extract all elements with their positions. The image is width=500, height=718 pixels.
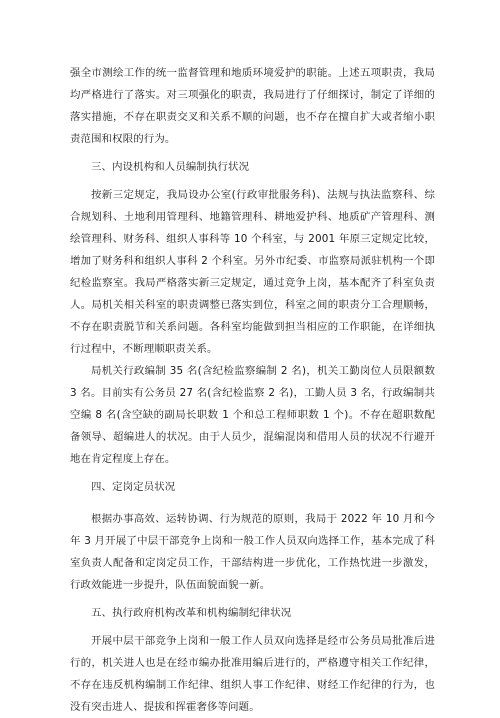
section-heading-5: 五、执行政府机构改革和机构编制纪律状况 [91,607,292,619]
paragraph-departments: 按新三定规定，我局设办公室(行政审批服务科)、法规与执法监察科、综合规划科、土地利用管理科、地籍管理科、耕地爱护科、地质矿产管理科、测绘管理科、财务科、组织人事科等 10 个科室，与 2001 年原三定规定比较，增加了财务科和组织人事科 2 个科室。另外市纪委、市监察局派驻机构一个即纪检监察室。我局严格落实新三定规定，通过竞争上岗，基本配齐了科室负责人。局机关相关科室的职责调整已落实到位，科室之间的职责分工合理顺畅，不存在职责脱节和关系问题。各科室均能做到担当相应的工作职能，在详细执行过程中，不断理顺职责关系。 [70,189,435,355]
document-body [70,62,435,718]
paragraph-discipline: 开展中层干部竞争上岗和一般工作人员双向选择是经市公务员局批准后进行的，机关进人也是在经市编办批准用编后进行的，严格遵守相关工作纪律，不存在违反机构编制工作纪律、组织人事工作纪律、财经工作纪律的行为，也没有突击进人、提拔和挥霍奢侈等问题。 [70,635,435,713]
paragraph-intro: 强全市测绘工作的统一监督管理和地质环境爱护的职能。上述五项职责，我局均严格进行了落实。对三项强化的职责，我局进行了仔细探讨，制定了详细的落实措施，不存在职责交叉和关系不顺的问题，也不存在擅自扩大或者缩小职责范围和权限的行为。 [70,67,435,145]
paragraph-staffing: 局机关行政编制 35 名(含纪检监察编制 2 名)，机关工勤岗位人员限额数 3 名。目前实有公务员 27 名(含纪检监察 2 名)，工勤人员 3 名，行政编制共空编 8 名(含空缺的副局长职数 1 个和总工程师职数 1 个)。不存在超职数配备领导、超编进人的状况。由于人员少，混编混岗和借用人员的状况不行避开地在肯定程度上存在。 [70,365,435,465]
paragraph-positions: 根据办事高效、运转协调、行为规范的原则，我局于 2022 年 10 月和今年 3 月开展了中层干部竞争上岗和一般工作人员双向选择工作，基本完成了科室负责人配备和定岗定员工作，干部结构进一步优化，工作热忱进一步激发，行政效能进一步提升，队伍面貌面貌一新。 [70,513,435,591]
section-heading-4: 四、定岗定员状况 [91,481,176,493]
section-heading-3: 三、内设机构和人员编制执行状况 [91,161,250,173]
